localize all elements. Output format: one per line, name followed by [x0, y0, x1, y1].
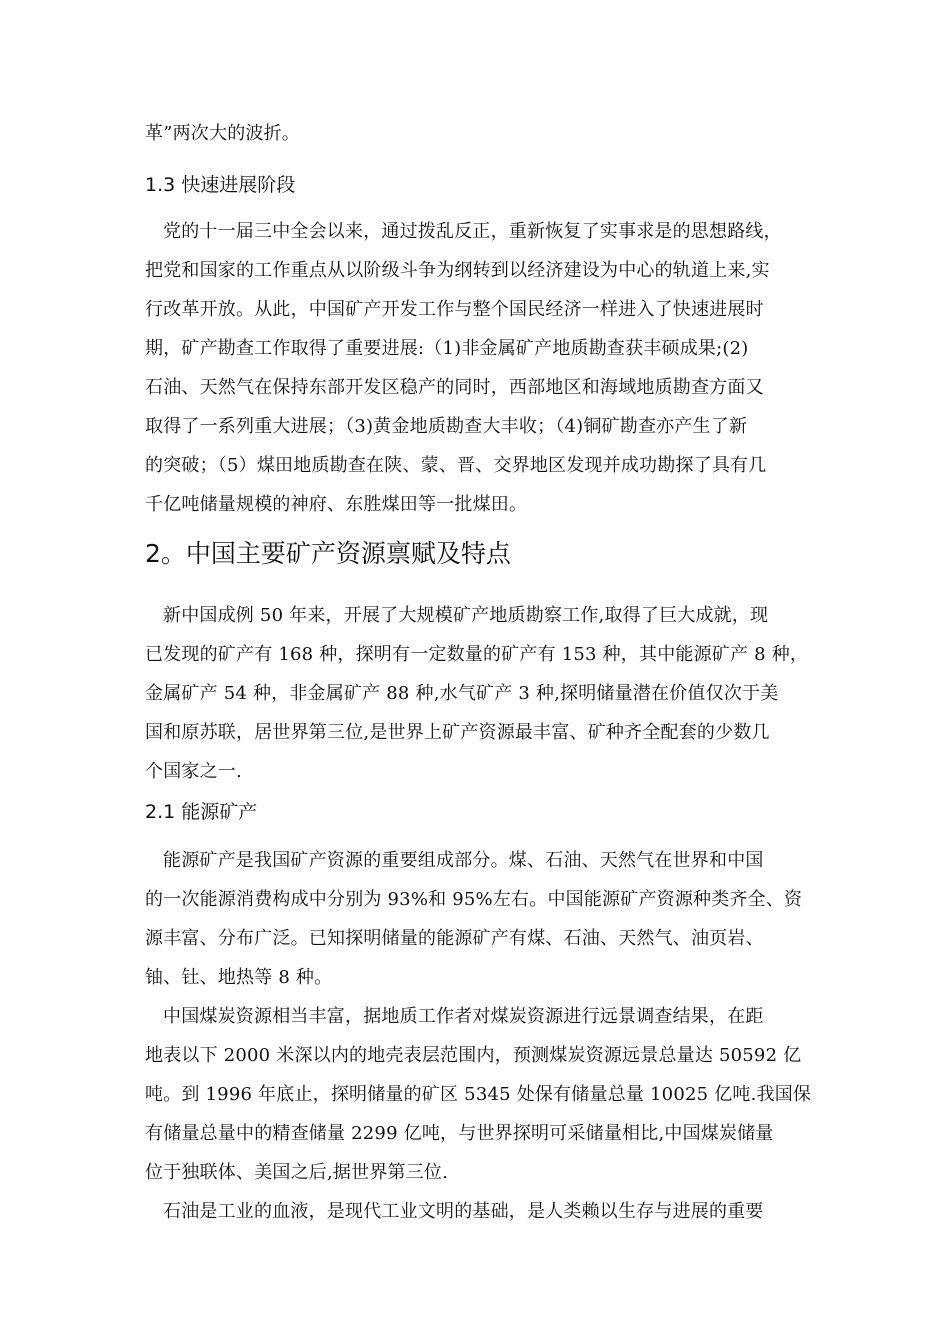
paragraph-line: 中国煤炭资源相当丰富，据地质工作者对煤炭资源进行远景调查结果，在距	[163, 1006, 764, 1027]
section-heading-2: 2。中国主要矿产资源禀赋及特点	[145, 539, 511, 568]
paragraph-line: 国和原苏联，居世界第三位,是世界上矿产资源最丰富、矿种齐全配套的少数几	[145, 722, 770, 743]
section-1-3-paragraph	[145, 212, 815, 524]
paragraph-line: 新中国成例 50 年来，开展了大规模矿产地质勘察工作,取得了巨大成就，现	[163, 605, 769, 626]
section-heading-2-1: 2.1 能源矿产	[145, 801, 258, 823]
paragraph-line: 地表以下 2000 米深以内的地壳表层范围内，预测煤炭资源远景总量达 50592 亿	[145, 1045, 802, 1066]
paragraph-line: 源丰富、分布广泛。已知探明储量的能源矿产有煤、石油、天然气、油页岩、	[145, 928, 764, 949]
paragraph-line: 行改革开放。从此，中国矿产开发工作与整个国民经济一样进入了快速进展时	[145, 299, 764, 320]
section-2-1-paragraph-3	[145, 1192, 815, 1231]
paragraph-line: 位于独联体、美国之后,据世界第三位.	[145, 1162, 449, 1183]
paragraph-line: 有储量总量中的精查储量 2299 亿吨，与世界探明可采储量相比,中国煤炭储量	[145, 1123, 774, 1144]
paragraph-line: 党的十一届三中全会以来，通过拨乱反正，重新恢复了实事求是的思想路线，	[163, 221, 782, 242]
section-2-1-paragraph-2	[145, 997, 815, 1192]
paragraph-line: 期，矿产勘查工作取得了重要进展:（1)非金属矿产地质勘查获丰硕成果;(2)	[145, 338, 749, 359]
paragraph-line: 的一次能源消费构成中分别为 93%和 95%左右。中国能源矿产资源种类齐全、资	[145, 889, 803, 910]
paragraph-line: 的突破；（5）煤田地质勘查在陕、蒙、晋、交界地区发现并成功勘探了具有几	[145, 455, 767, 476]
paragraph-line: 个国家之一.	[145, 761, 242, 782]
paragraph-line: 能源矿产是我国矿产资源的重要组成部分。煤、石油、天然气在世界和中国	[163, 850, 764, 871]
paragraph-line: 已发现的矿产有 168 种，探明有一定数量的矿产有 153 种，其中能源矿产 8 种，	[145, 644, 809, 665]
paragraph-line: 千亿吨储量规模的神府、东胜煤田等一批煤田。	[145, 494, 528, 515]
paragraph-line: 石油、天然气在保持东部开发区稳产的同时，西部地区和海域地质勘查方面又	[145, 377, 764, 398]
paragraph-line: 石油是工业的血液，是现代工业文明的基础，是人类赖以生存与进展的重要	[163, 1201, 764, 1222]
paragraph-line: 吨。到 1996 年底止，探明储量的矿区 5345 处保有储量总量 10025 亿吨.我国保	[145, 1084, 812, 1105]
section-heading-1-3: 1.3 快速进展阶段	[145, 174, 296, 196]
section-2-paragraph	[145, 596, 815, 791]
paragraph-line: 金属矿产 54 种，非金属矿产 88 种,水气矿产 3 种,探明储量潜在价值仅次于美	[145, 683, 779, 704]
section-2-1-paragraph-1	[145, 841, 815, 997]
paragraph-line: 革”两次大的波折。	[145, 123, 301, 144]
continuation-paragraph	[145, 114, 815, 153]
paragraph-line: 把党和国家的工作重点从以阶级斗争为纲转到以经济建设为中心的轨道上来,实	[145, 260, 770, 281]
paragraph-line: 取得了一系列重大进展；（3)黄金地质勘查大丰收；（4)铜矿勘查亦产生了新	[145, 416, 748, 437]
paragraph-line: 铀、钍、地热等 8 种。	[145, 967, 333, 988]
